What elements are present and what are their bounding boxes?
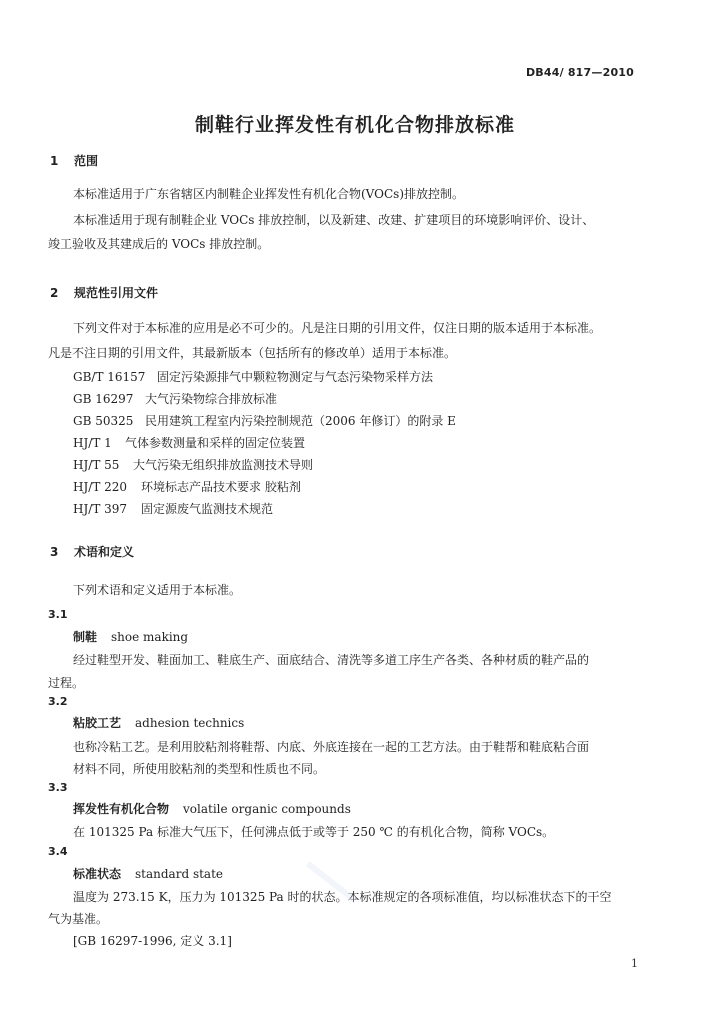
- scope-paragraph-2-cont: 竣工验收及其建成后的 VOCs 排放控制。: [48, 237, 270, 251]
- scope-paragraph-2: 本标准适用于现有制鞋企业 VOCs 排放控制，以及新建、改建、扩建项目的环境影响评价、设计、: [73, 213, 595, 227]
- clause-number: 3.2: [48, 695, 68, 708]
- section-title: 规范性引用文件: [74, 286, 159, 300]
- reference-item: [73, 433, 305, 453]
- term-source: [GB 16297-1996, 定义 3.1]: [73, 934, 232, 948]
- reference-code: HJ/T 220: [73, 480, 128, 494]
- terms-intro: 下列术语和定义适用于本标准。: [73, 583, 242, 597]
- section-title: 范围: [74, 154, 99, 168]
- term-entry: [73, 800, 351, 817]
- reference-code: HJ/T 55: [73, 458, 120, 472]
- reference-code: GB/T 16157: [73, 370, 146, 384]
- section-1-heading: [50, 152, 98, 169]
- section-3-heading: [50, 543, 134, 560]
- term-definition: 也称冷粘工艺。是利用胶粘剂将鞋帮、内底、外底连接在一起的工艺方法。由于鞋帮和鞋底粘合面: [73, 740, 590, 754]
- term-chinese: 挥发性有机化合物: [73, 802, 170, 816]
- reference-title: 固定污染源排气中颗粒物测定与气态污染物采样方法: [157, 370, 434, 384]
- normative-intro-cont: 凡是不注日期的引用文件，其最新版本（包括所有的修改单）适用于本标准。: [48, 346, 457, 360]
- term-definition: 在 101325 Pa 标准大气压下，任何沸点低于或等于 250 ℃ 的有机化合物，简称 VOCs。: [73, 825, 555, 839]
- term-english: standard state: [135, 867, 224, 881]
- reference-title: 环境标志产品技术要求 胶粘剂: [141, 480, 301, 494]
- standard-number: DB44/ 817—2010: [525, 66, 634, 79]
- term-chinese: 标准状态: [73, 867, 122, 881]
- reference-code: GB 50325: [73, 414, 134, 428]
- section-title: 术语和定义: [74, 545, 135, 559]
- term-entry: [73, 714, 244, 731]
- term-chinese: 粘胶工艺: [73, 716, 122, 730]
- reference-title: 大气污染无组织排放监测技术导则: [133, 458, 314, 472]
- term-entry: [73, 628, 188, 645]
- clause-number: 3.1: [48, 608, 68, 621]
- term-english: volatile organic compounds: [183, 802, 351, 816]
- section-2-heading: [50, 284, 158, 301]
- reference-item: [73, 477, 301, 497]
- term-definition-cont: 过程。: [48, 676, 85, 690]
- term-definition: 经过鞋型开发、鞋面加工、鞋底生产、面底结合、清洗等多道工序生产各类、各种材质的鞋产品的: [73, 653, 590, 667]
- document-title: 制鞋行业挥发性有机化合物排放标准: [194, 114, 515, 136]
- term-definition-cont: 气为基准。: [48, 912, 109, 926]
- normative-intro: 下列文件对于本标准的应用是必不可少的。凡是注日期的引用文件，仅注日期的版本适用于本标准。: [73, 321, 602, 335]
- term-english: shoe making: [111, 630, 189, 644]
- reference-item: [73, 367, 433, 387]
- reference-title: 大气污染物综合排放标准: [145, 392, 278, 406]
- section-number: 3: [50, 545, 59, 559]
- reference-title: 固定源废气监测技术规范: [141, 502, 274, 516]
- reference-item: [73, 411, 456, 431]
- scope-paragraph-1: 本标准适用于广东省辖区内制鞋企业挥发性有机化合物(VOCs)排放控制。: [73, 187, 464, 201]
- clause-number: 3.3: [48, 781, 68, 794]
- reference-item: [73, 389, 277, 409]
- section-number: 2: [50, 286, 59, 300]
- reference-title: 气体参数测量和采样的固定位装置: [125, 436, 306, 450]
- section-number: 1: [50, 154, 59, 168]
- page-number: 1: [631, 957, 638, 970]
- reference-item: [73, 499, 273, 519]
- term-chinese: 制鞋: [73, 630, 98, 644]
- reference-title: 民用建筑工程室内污染控制规范（2006 年修订）的附录 E: [145, 414, 456, 428]
- term-definition-cont: 材料不同，所使用胶粘剂的类型和性质也不同。: [73, 762, 326, 776]
- term-english: adhesion technics: [135, 716, 245, 730]
- reference-item: [73, 455, 313, 475]
- term-entry: [73, 865, 223, 882]
- clause-number: 3.4: [48, 845, 68, 858]
- term-definition: 温度为 273.15 K，压力为 101325 Pa 时的状态。本标准规定的各项标准值，均以标准状态下的干空: [73, 890, 612, 904]
- reference-code: GB 16297: [73, 392, 134, 406]
- reference-code: HJ/T 1: [73, 436, 112, 450]
- reference-code: HJ/T 397: [73, 502, 128, 516]
